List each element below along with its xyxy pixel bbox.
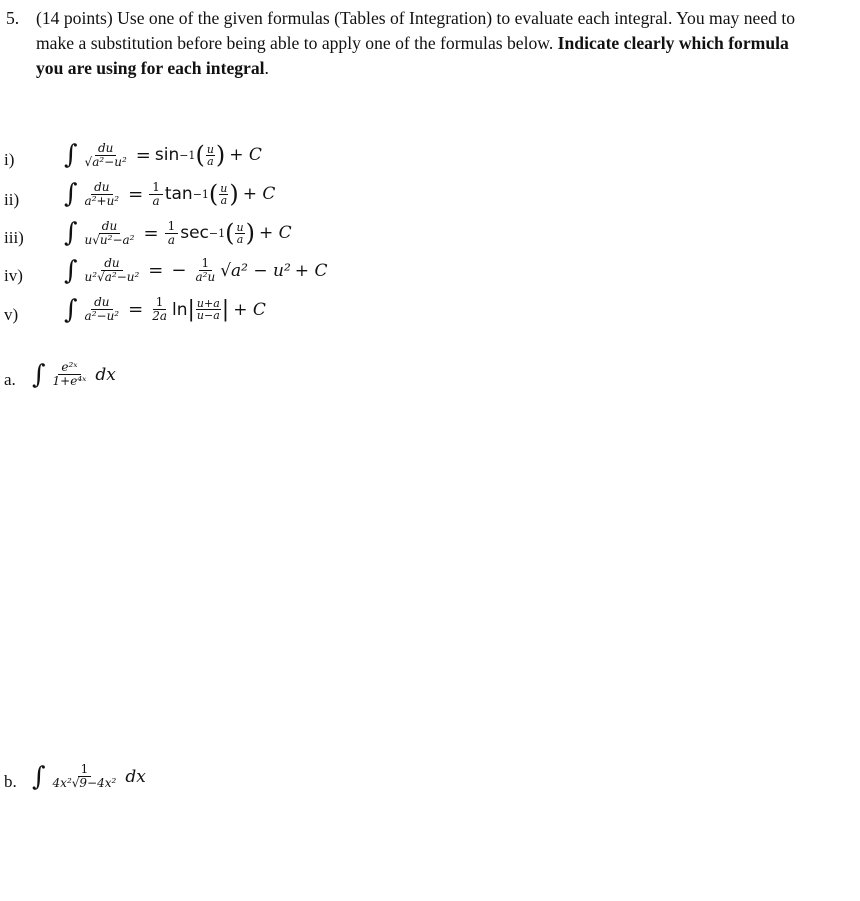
formula-ii: ∫ $\frac{du}{\text{a²+u²}}$ = $\frac{1}{a}$ tan −1 ( $\frac{u}{a}$ ) + C [64, 179, 276, 209]
problem-instructions: Use one of the given formulas (Tables of Integration) to evaluate each integral. You may need to make a substitution before being able to apply one of the formulas below. [36, 8, 796, 53]
part-a-fraction: $\frac{\text{e²ˣ}}{\text{1+e⁴ˣ}}$ [52, 360, 87, 388]
formula-iv: ∫ $\frac{du}{\text{u²√a²−u²}}$ = − $\frac{1}{\text{a²u}}$ √a² − u² + C [64, 255, 328, 286]
part-b-integral: ∫ $\frac{1}{\text{4x²√9−4x²}}$ dx [32, 761, 146, 792]
problem-statement [6, 6, 816, 81]
formula-i: ∫ $\frac{du}{\text{√a²−u²}}$ = sin −1 ( $\frac{u}{a}$ ) + C [64, 140, 262, 170]
formula-label-i: i) [4, 150, 15, 169]
problem-end: . [264, 58, 269, 78]
formula-label-iii: iii) [4, 228, 24, 247]
problem-points: (14 points) [36, 8, 113, 28]
problem-number: 5. [6, 8, 20, 28]
formula-v: ∫ $\frac{du}{\text{a²−u²}}$ = $\frac{1}{2a}$ ln | $\frac{u+a}{u-a}$ | + C [64, 294, 266, 325]
formula-label-v: v) [4, 305, 19, 324]
problem-emphasis: Indicate clearly which formula you are using for each integral [36, 33, 789, 78]
part-a-integral: ∫ $\frac{\text{e²ˣ}}{\text{1+e⁴ˣ}}$ dx [32, 359, 116, 390]
formula-label-ii: ii) [4, 190, 20, 209]
formula-label-iv: iv) [4, 266, 23, 285]
part-label-b: b. [4, 772, 17, 791]
integral-sign: ∫ [64, 140, 78, 170]
part-label-a: a. [4, 370, 16, 389]
part-b-fraction: $\frac{1}{\text{4x²√9−4x²}}$ [52, 762, 117, 790]
formula-iii: ∫ $\frac{du}{\text{u√u²−a²}}$ = $\frac{1}{a}$ sec −1 ( $\frac{u}{a}$ ) + C [64, 218, 292, 248]
formula-i-fraction: $\frac{du}{\text{√a²−u²}}$ [84, 140, 127, 169]
problem-text [36, 6, 816, 81]
